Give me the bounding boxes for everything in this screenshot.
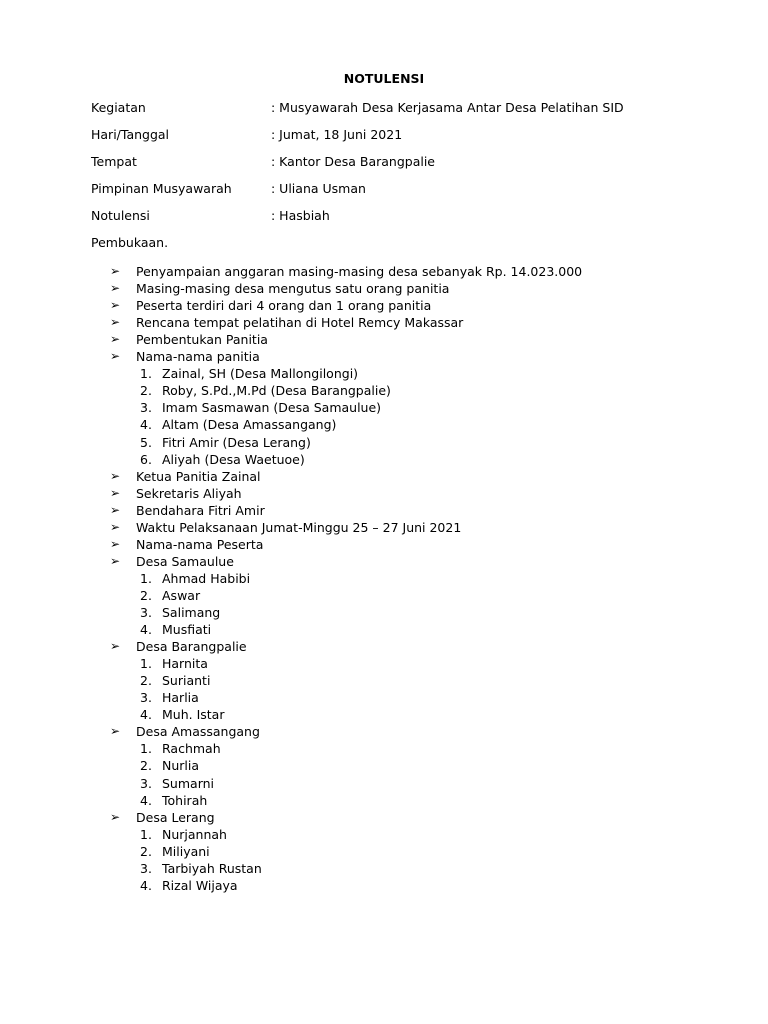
bullet-text: Nama-nama Peserta (136, 536, 264, 552)
numbered-item (0, 365, 768, 382)
meta-value: : Jumat, 18 Juni 2021 (271, 127, 403, 142)
arrow-bullet-icon: ➢ (110, 809, 121, 824)
meta-value: : Hasbiah (271, 208, 330, 223)
numbered-item (0, 689, 768, 706)
meta-label: Pimpinan Musyawarah (91, 181, 232, 196)
arrow-bullet-icon: ➢ (110, 298, 121, 313)
bullet-text: Desa Lerang (136, 809, 215, 825)
numbered-item (0, 843, 768, 860)
item-number: 3. (140, 605, 152, 620)
arrow-bullet-icon: ➢ (110, 349, 121, 364)
numbered-item (0, 860, 768, 877)
item-number: 6. (140, 451, 152, 467)
bullet-item (0, 502, 768, 519)
numbered-item (0, 604, 768, 621)
item-number: 4. (140, 792, 152, 808)
numbered-text: Ahmad Habibi (162, 570, 251, 586)
opening-heading: Pembukaan. (91, 235, 169, 250)
numbered-text: Muh. Istar (162, 707, 225, 723)
bullet-item (0, 553, 768, 570)
bullet-item (0, 536, 768, 553)
numbered-item (0, 416, 768, 433)
meta-label: Kegiatan (91, 100, 146, 115)
meta-value: : Kantor Desa Barangpalie (271, 154, 435, 169)
numbered-item (0, 587, 768, 604)
numbered-text: Sumarni (162, 775, 215, 791)
numbered-text: Roby, S.Pd.,M.Pd (Desa Barangpalie) (162, 383, 391, 399)
bullet-text: Desa Amassangang (136, 724, 260, 740)
bullet-item (0, 519, 768, 536)
meta-label: Hari/Tanggal (91, 127, 170, 142)
item-number: 1. (140, 366, 152, 382)
arrow-bullet-icon: ➢ (110, 639, 121, 654)
numbered-text: Zainal, SH (Desa Mallongilongi) (162, 366, 359, 382)
numbered-item (0, 877, 768, 894)
numbered-text: Musfiati (162, 622, 212, 638)
arrow-bullet-icon: ➢ (110, 502, 121, 517)
arrow-bullet-icon: ➢ (110, 519, 121, 534)
item-number: 1. (140, 741, 152, 757)
document-title: NOTULENSI (343, 71, 425, 86)
bullet-text: Penyampaian anggaran masing-masing desa sebanyak Rp. 14.023.000 (136, 264, 583, 279)
item-number: 2. (140, 383, 152, 399)
item-number: 4. (140, 707, 152, 723)
bullet-item (0, 297, 768, 314)
bullet-text: Sekretaris Aliyah (136, 485, 242, 501)
arrow-bullet-icon: ➢ (110, 315, 121, 330)
item-number: 1. (140, 826, 152, 842)
arrow-bullet-icon: ➢ (110, 724, 121, 739)
bullet-item (0, 263, 768, 280)
meta-value: : Uliana Usman (271, 181, 366, 196)
arrow-bullet-icon: ➢ (110, 485, 121, 500)
arrow-bullet-icon: ➢ (110, 264, 121, 278)
numbered-text: Rizal Wijaya (162, 877, 238, 893)
numbered-text: Tarbiyah Rustan (162, 860, 262, 876)
numbered-item (0, 655, 768, 672)
numbered-text: Salimang (162, 605, 221, 620)
item-number: 1. (140, 656, 152, 672)
numbered-text: Harlia (162, 690, 199, 706)
numbered-item (0, 451, 768, 468)
numbered-item (0, 826, 768, 843)
meta-label: Notulensi (91, 208, 150, 223)
bullet-text: Desa Samaulue (136, 553, 234, 569)
bullet-text: Peserta terdiri dari 4 orang dan 1 orang panitia (136, 298, 432, 314)
item-number: 4. (140, 622, 152, 638)
item-number: 2. (140, 587, 152, 603)
bullet-text: Bendahara Fitri Amir (136, 502, 265, 518)
numbered-item (0, 621, 768, 638)
numbered-text: Imam Sasmawan (Desa Samaulue) (162, 400, 382, 416)
arrow-bullet-icon: ➢ (110, 281, 121, 296)
meta-value: : Musyawarah Desa Kerjasama Antar Desa Pelatihan SID (271, 100, 624, 115)
bullet-item (0, 348, 768, 365)
arrow-bullet-icon: ➢ (110, 553, 121, 568)
item-number: 1. (140, 570, 152, 586)
item-number: 4. (140, 417, 152, 433)
bullet-item (0, 468, 768, 485)
arrow-bullet-icon: ➢ (110, 468, 121, 483)
bullet-item (0, 723, 768, 740)
bullet-item (0, 314, 768, 331)
numbered-text: Aliyah (Desa Waetuoe) (162, 451, 305, 467)
numbered-text: Fitri Amir (Desa Lerang) (162, 434, 311, 450)
numbered-text: Surianti (162, 673, 211, 689)
numbered-item (0, 570, 768, 587)
numbered-text: Nurlia (162, 758, 200, 774)
numbered-text: Altam (Desa Amassangang) (162, 417, 337, 433)
numbered-item (0, 399, 768, 416)
numbered-item (0, 382, 768, 399)
bullet-text: Ketua Panitia Zainal (136, 468, 261, 484)
item-number: 3. (140, 690, 152, 706)
numbered-text: Miliyani (162, 843, 210, 859)
numbered-item (0, 792, 768, 809)
bullet-text: Waktu Pelaksanaan Jumat-Minggu 25 – 27 Juni 2021 (136, 519, 462, 535)
numbered-item (0, 775, 768, 792)
arrow-bullet-icon: ➢ (110, 536, 121, 551)
bullet-text: Rencana tempat pelatihan di Hotel Remcy Makassar (136, 315, 464, 331)
bullet-text: Desa Barangpalie (136, 639, 247, 655)
item-number: 2. (140, 673, 152, 689)
item-number: 3. (140, 400, 152, 416)
item-number: 5. (140, 434, 152, 450)
numbered-text: Harnita (162, 656, 208, 672)
bullet-item (0, 280, 768, 297)
bullet-item (0, 485, 768, 502)
numbered-item (0, 706, 768, 723)
bullet-item (0, 331, 768, 348)
bullet-item (0, 809, 768, 826)
item-number: 3. (140, 775, 152, 791)
numbered-item (0, 757, 768, 774)
numbered-text: Tohirah (162, 792, 208, 808)
numbered-text: Nurjannah (162, 826, 227, 842)
item-number: 3. (140, 860, 152, 876)
bullet-text: Masing-masing desa mengutus satu orang panitia (136, 281, 450, 297)
numbered-text: Rachmah (162, 741, 221, 757)
arrow-bullet-icon: ➢ (110, 332, 121, 347)
item-number: 4. (140, 877, 152, 893)
item-number: 2. (140, 843, 152, 859)
meta-label: Tempat (91, 154, 137, 169)
numbered-text: Aswar (162, 587, 201, 603)
numbered-item (0, 434, 768, 451)
bullet-text: Nama-nama panitia (136, 349, 260, 365)
bullet-item (0, 638, 768, 655)
numbered-item (0, 672, 768, 689)
numbered-item (0, 740, 768, 757)
bullet-text: Pembentukan Panitia (136, 332, 268, 348)
item-number: 2. (140, 758, 152, 774)
